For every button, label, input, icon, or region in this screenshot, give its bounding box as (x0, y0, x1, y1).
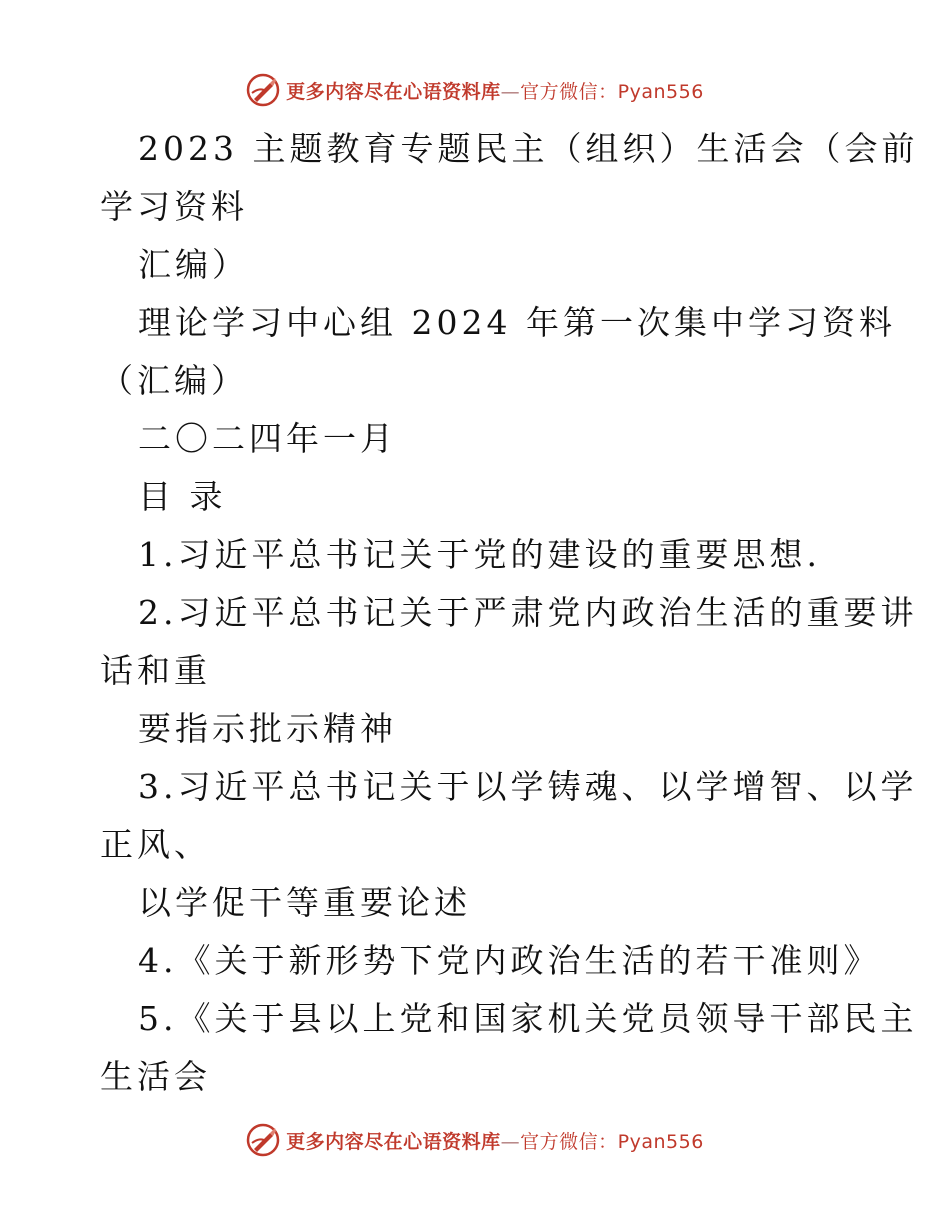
toc-item: 2.习近平总书记关于严肃党内政治生活的重要讲 (138, 593, 918, 632)
banner-main-text: 更多内容尽在心语资料库 (286, 80, 501, 103)
toc-item-continuation: 生活会 (100, 1057, 211, 1096)
doc-line: 2023 主题教育专题民主（组织）生活会（会前 (138, 129, 919, 168)
header-banner (0, 70, 950, 110)
toc-heading: 目 录 (138, 477, 227, 516)
toc-item: 3.习近平总书记关于以学铸魂、以学增智、以学 (138, 767, 918, 806)
banner-contact-text: 官方微信：Pyan556 (520, 80, 704, 103)
doc-line: 理论学习中心组 2024 年第一次集中学习资料 (138, 303, 896, 342)
document-body (100, 120, 919, 1106)
quill-pen-logo-icon (246, 1123, 280, 1157)
toc-item-continuation: 话和重 (100, 651, 211, 690)
banner-content (246, 1123, 704, 1157)
doc-line: 汇编） (138, 245, 249, 284)
quill-pen-logo-icon (246, 73, 280, 107)
toc-item-continuation: 正风、 (100, 825, 211, 864)
toc-item-continuation: 要指示批示精神 (138, 709, 397, 748)
banner-separator: — (500, 80, 521, 103)
banner-text (286, 77, 704, 104)
footer-banner (0, 1120, 950, 1160)
toc-item: 1.习近平总书记关于党的建设的重要思想. (138, 535, 821, 574)
banner-separator: — (500, 1130, 521, 1153)
toc-item: 5.《关于县以上党和国家机关党员领导干部民主 (138, 999, 918, 1038)
doc-line: （汇编） (100, 361, 248, 400)
doc-line: 二〇二四年一月 (138, 419, 397, 458)
banner-text (286, 1127, 704, 1154)
doc-line: 学习资料 (100, 187, 248, 226)
banner-main-text: 更多内容尽在心语资料库 (286, 1130, 501, 1153)
toc-item: 4.《关于新形势下党内政治生活的若干准则》 (138, 941, 881, 980)
banner-contact-text: 官方微信：Pyan556 (520, 1130, 704, 1153)
banner-content (246, 73, 704, 107)
toc-item-continuation: 以学促干等重要论述 (138, 883, 471, 922)
